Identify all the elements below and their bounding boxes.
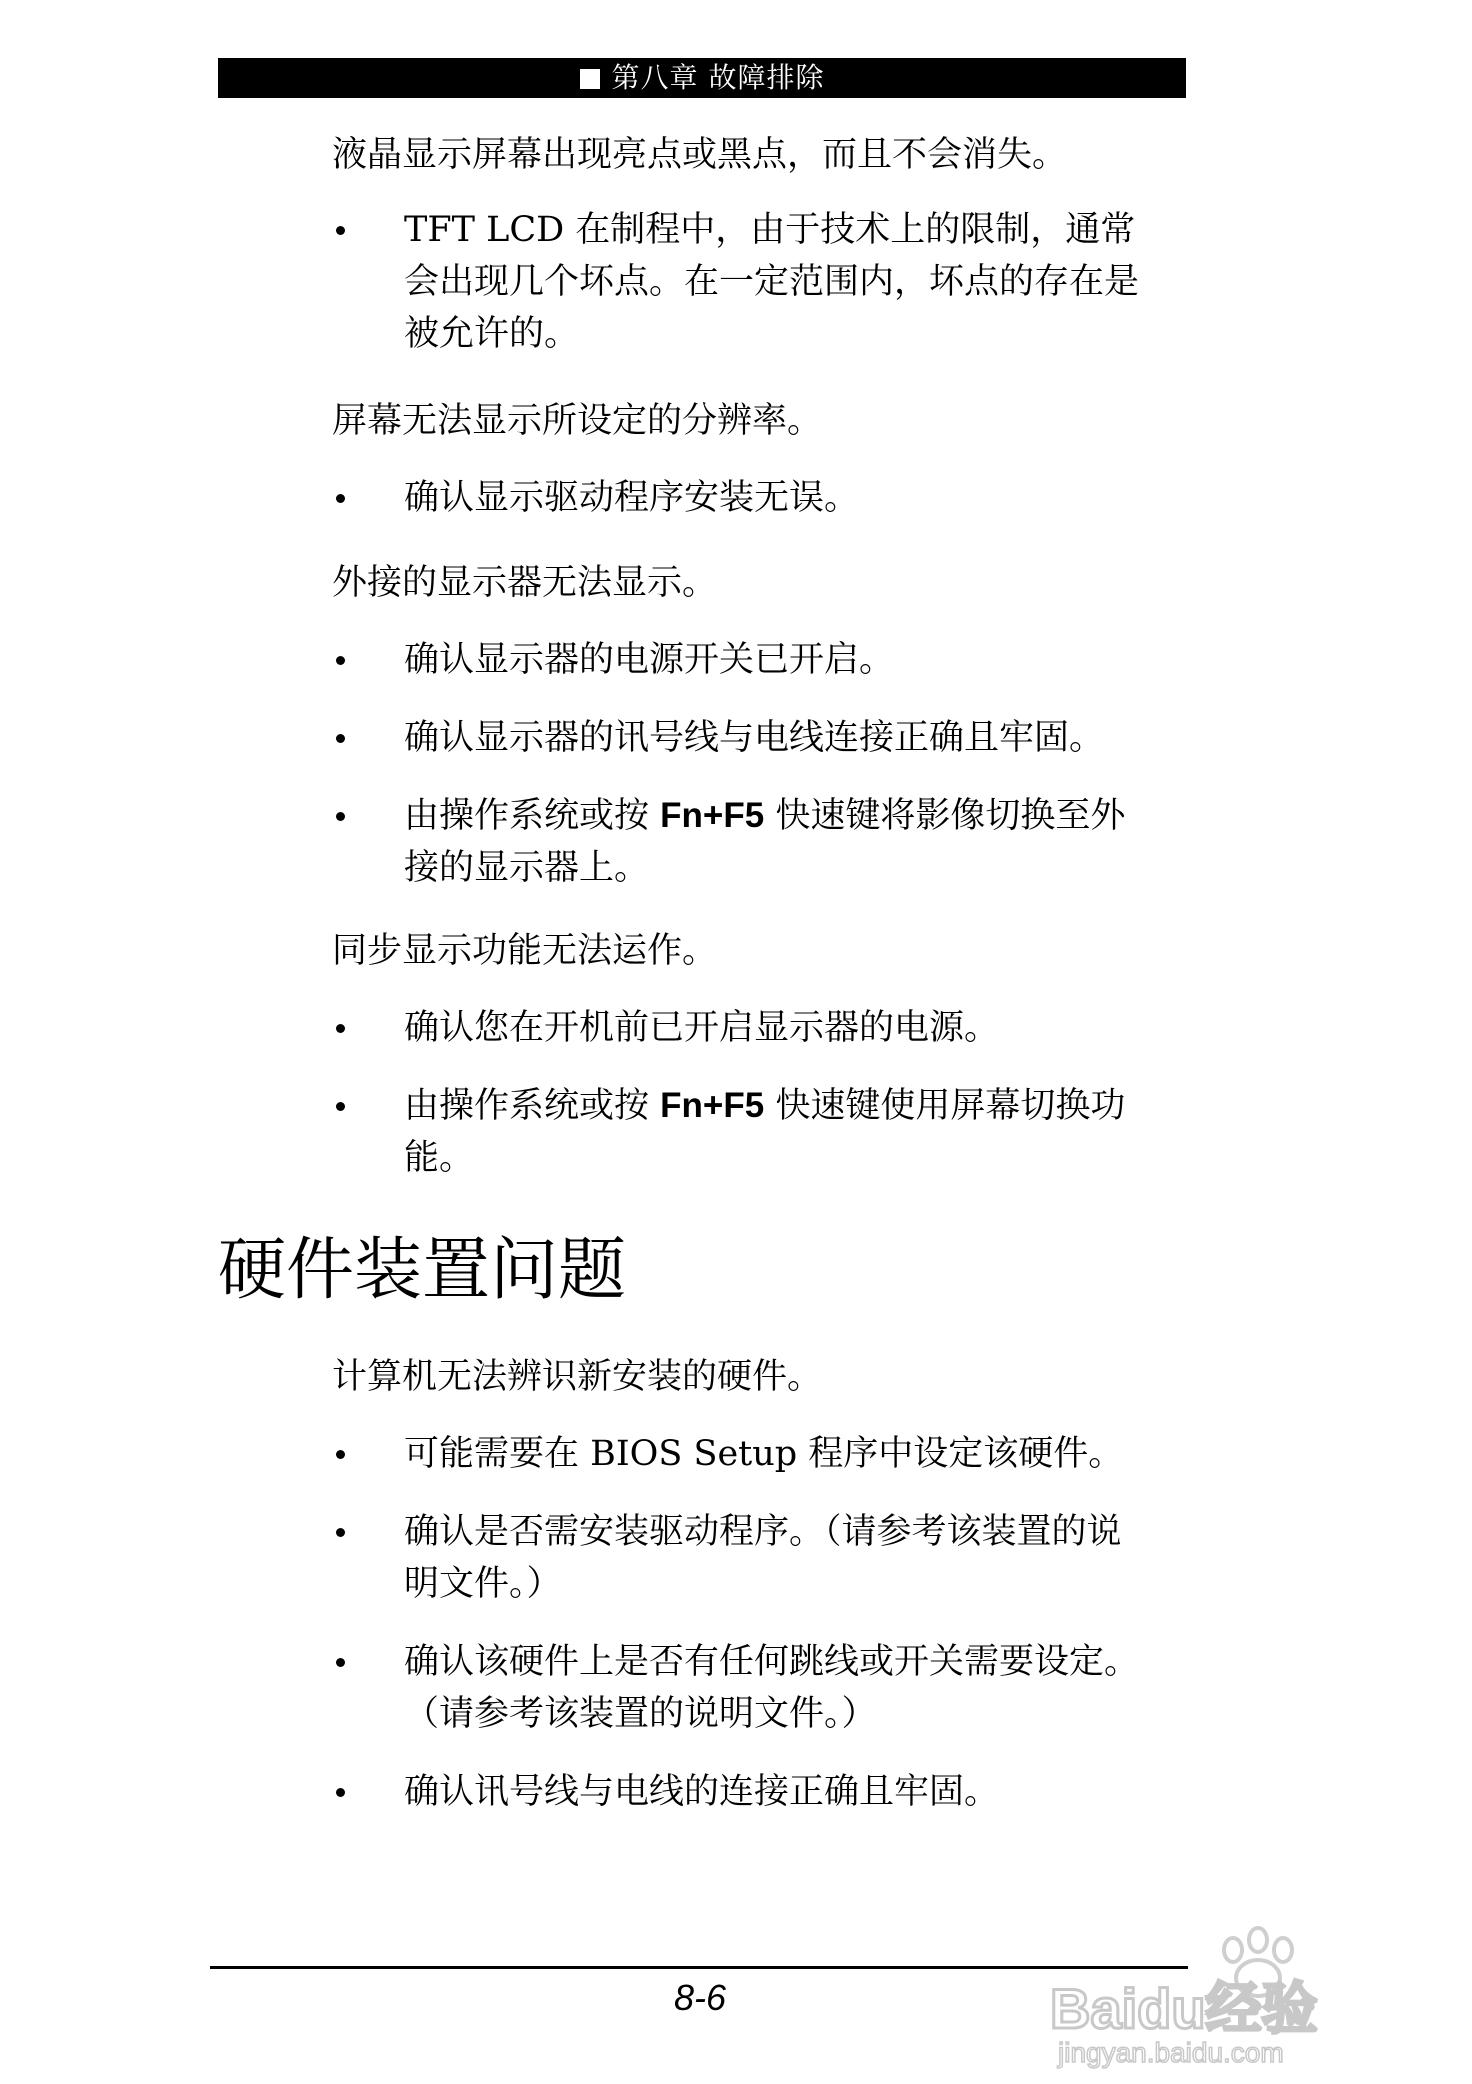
- chapter-title: 第八章 故障排除: [611, 61, 825, 94]
- issue-group: [218, 924, 1186, 1184]
- chapter-header: [218, 58, 1186, 98]
- square-bullet-icon: [580, 69, 600, 89]
- bullet-icon: [336, 1788, 345, 1797]
- solution-text: 确认显示驱动程序安装无误。: [404, 478, 860, 518]
- solution-text: 确认该硬件上是否有任何跳线或开关需要设定。（请参考该装置的说明文件。）: [404, 1642, 1140, 1734]
- solution-list: [218, 1002, 1186, 1184]
- bullet-icon: [336, 226, 345, 235]
- solution-item: [404, 712, 1144, 764]
- watermark-url: jingyan.baidu.com: [1058, 2037, 1284, 2068]
- footer-rule: [210, 1966, 1188, 1969]
- issue-title: 屏幕无法显示所设定的分辨率。: [332, 401, 823, 441]
- bullet-icon: [336, 1024, 345, 1033]
- solution-list: [218, 472, 1186, 524]
- bullet-icon: [336, 656, 345, 665]
- solution-item: [404, 1428, 1144, 1480]
- solution-item: [404, 634, 1144, 686]
- section-title: 硬件装置问题: [218, 1231, 627, 1310]
- bullet-icon: [336, 1450, 345, 1459]
- page-content: [218, 98, 1186, 1818]
- issue-title: 液晶显示屏幕出现亮点或黑点，而且不会消失。: [332, 135, 1068, 175]
- solution-item: [404, 1506, 1144, 1610]
- shortcut-key: Fn+F5: [660, 796, 765, 835]
- solution-item: [404, 1636, 1144, 1740]
- solution-item: [404, 1002, 1144, 1054]
- page-number: 8-6: [673, 1977, 727, 2018]
- solution-text: 确认显示器的讯号线与电线连接正确且牢固。: [404, 718, 1105, 758]
- solution-text: 确认讯号线与电线的连接正确且牢固。: [404, 1772, 1000, 1812]
- solution-text: 确认显示器的电源开关已开启。: [404, 640, 895, 680]
- solution-text: TFT LCD 在制程中，由于技术上的限制，通常会出现几个坏点。在一定范围内，坏点的存在是被允许的。: [404, 210, 1140, 354]
- solution-item: [404, 1080, 1144, 1184]
- issue-group: [218, 1350, 1186, 1818]
- solution-text-after: 快速键使用屏幕切换功能。: [404, 1086, 1126, 1178]
- bullet-icon: [336, 1528, 345, 1537]
- solution-text: 可能需要在 BIOS Setup 程序中设定该硬件。: [404, 1434, 1124, 1474]
- issue-title: 外接的显示器无法显示。: [332, 563, 718, 603]
- solution-item: [404, 1766, 1144, 1818]
- bullet-icon: [336, 812, 345, 821]
- issue-group: [218, 394, 1186, 524]
- bullet-icon: [336, 1658, 345, 1667]
- bullet-icon: [336, 1102, 345, 1111]
- solution-list: [218, 634, 1186, 894]
- bullet-icon: [336, 494, 345, 503]
- solution-list: [218, 204, 1186, 360]
- watermark-brand: Baidu经验: [1050, 1977, 1318, 2040]
- solution-text-before: 由操作系统或按: [404, 1086, 661, 1126]
- solution-text: 确认是否需安装驱动程序。（请参考该装置的说明文件。）: [404, 1512, 1122, 1604]
- solution-item: [404, 472, 1144, 524]
- issue-title: 同步显示功能无法运作。: [332, 931, 718, 971]
- solution-text: 确认您在开机前已开启显示器的电源。: [404, 1008, 1000, 1048]
- issue-title: 计算机无法辨识新安装的硬件。: [332, 1357, 823, 1397]
- solution-text-before: 由操作系统或按: [404, 796, 661, 836]
- solution-item: [404, 204, 1144, 360]
- solution-text-after: 快速键将影像切换至外接的显示器上。: [404, 796, 1126, 888]
- issue-group: [218, 556, 1186, 894]
- solution-item: [404, 790, 1144, 894]
- shortcut-key: Fn+F5: [660, 1086, 765, 1125]
- bullet-icon: [336, 734, 345, 743]
- issue-group: [218, 128, 1186, 360]
- solution-list: [218, 1428, 1186, 1818]
